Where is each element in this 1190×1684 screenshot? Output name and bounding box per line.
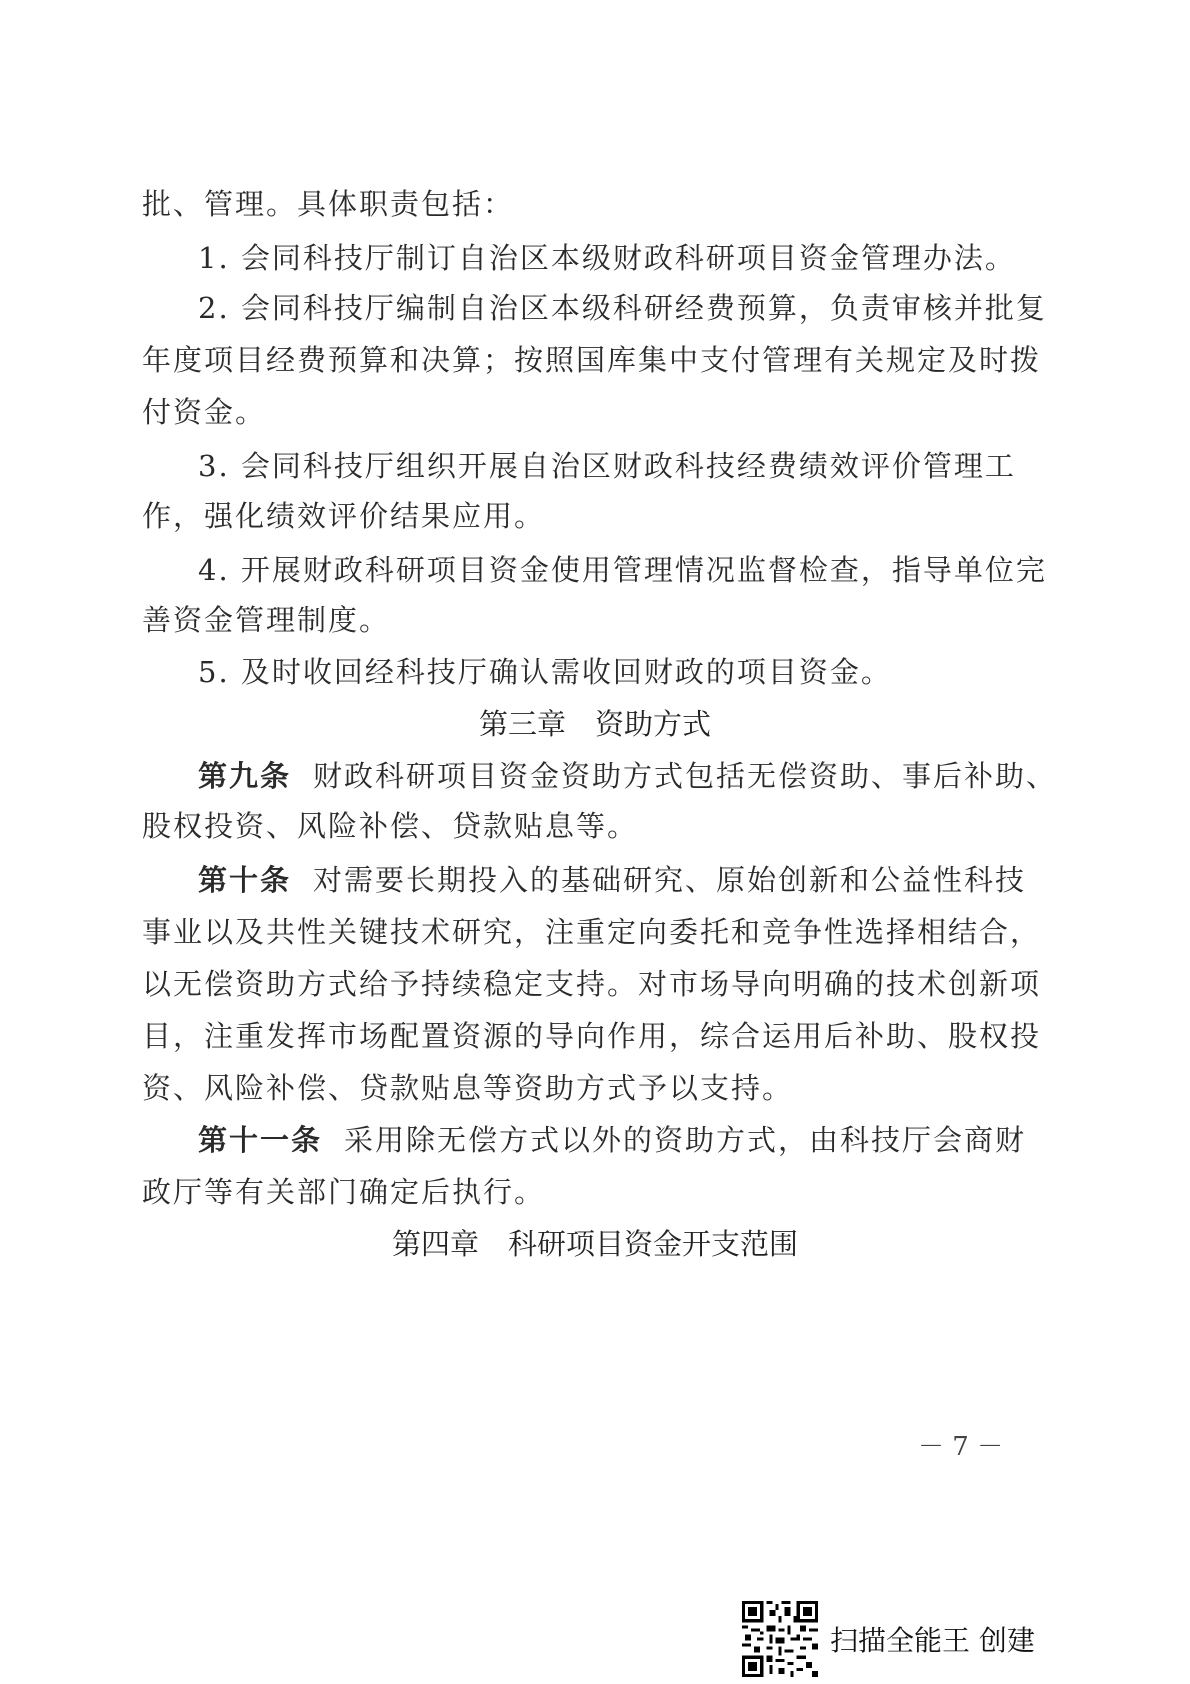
watermark-text: 扫描全能王 创建 [830, 1624, 1035, 1657]
article-10-line-1 [198, 860, 1098, 900]
list-item-3-cont: 作，强化绩效评价结果应用。 [142, 499, 546, 533]
qr-code-icon [742, 1601, 818, 1677]
list-item-5: 5. 及时收回经科技厅确认需收回财政的项目资金。 [198, 655, 892, 689]
page-number: － 7 － [918, 1432, 1004, 1462]
list-item-4: 4. 开展财政科研项目资金使用管理情况监督检查，指导单位完 [198, 553, 1047, 587]
article-10-line-4: 目，注重发挥市场配置资源的导向作用，综合运用后补助、股权投 [142, 1019, 1042, 1053]
article-9-line-2: 股权投资、风险补偿、贷款贴息等。 [142, 809, 639, 843]
article-10-line-5: 资、风险补偿、贷款贴息等资助方式予以支持。 [142, 1071, 794, 1105]
body-line-1: 批、管理。具体职责包括： [142, 187, 515, 221]
article-9-label: 第九条 [198, 759, 292, 793]
chapter-3-heading: 第三章 资助方式 [478, 707, 711, 741]
article-9-text: 财政科研项目资金资助方式包括无偿资助、事后补助、 [313, 759, 1058, 793]
article-10-text: 对需要长期投入的基础研究、原始创新和公益性科技 [313, 863, 1027, 897]
list-item-4-cont: 善资金管理制度。 [142, 603, 391, 637]
article-11-text: 采用除无偿方式以外的资助方式，由科技厅会商财 [344, 1123, 1027, 1157]
list-item-1: 1. 会同科技厅制订自治区本级财政科研项目资金管理办法。 [198, 241, 1016, 275]
chapter-4-heading: 第四章 科研项目资金开支范围 [391, 1227, 798, 1261]
list-item-2-cont-2: 付资金。 [142, 395, 267, 429]
article-10-line-2: 事业以及共性关键技术研究，注重定向委托和竞争性选择相结合， [142, 915, 1042, 949]
article-11-line-1 [198, 1120, 1098, 1160]
article-11-label: 第十一条 [198, 1123, 323, 1157]
article-9-line-1 [198, 756, 1098, 796]
list-item-3: 3. 会同科技厅组织开展自治区财政科技经费绩效评价管理工 [198, 449, 1016, 483]
list-item-2: 2. 会同科技厅编制自治区本级科研经费预算，负责审核并批复 [198, 291, 1047, 325]
article-11-line-2: 政厅等有关部门确定后执行。 [142, 1175, 546, 1209]
list-item-2-cont-1: 年度项目经费预算和决算；按照国库集中支付管理有关规定及时拨 [142, 343, 1042, 377]
article-10-line-3: 以无偿资助方式给予持续稳定支持。对市场导向明确的技术创新项 [142, 967, 1042, 1001]
article-10-label: 第十条 [198, 863, 292, 897]
scanner-watermark [742, 1598, 1035, 1680]
